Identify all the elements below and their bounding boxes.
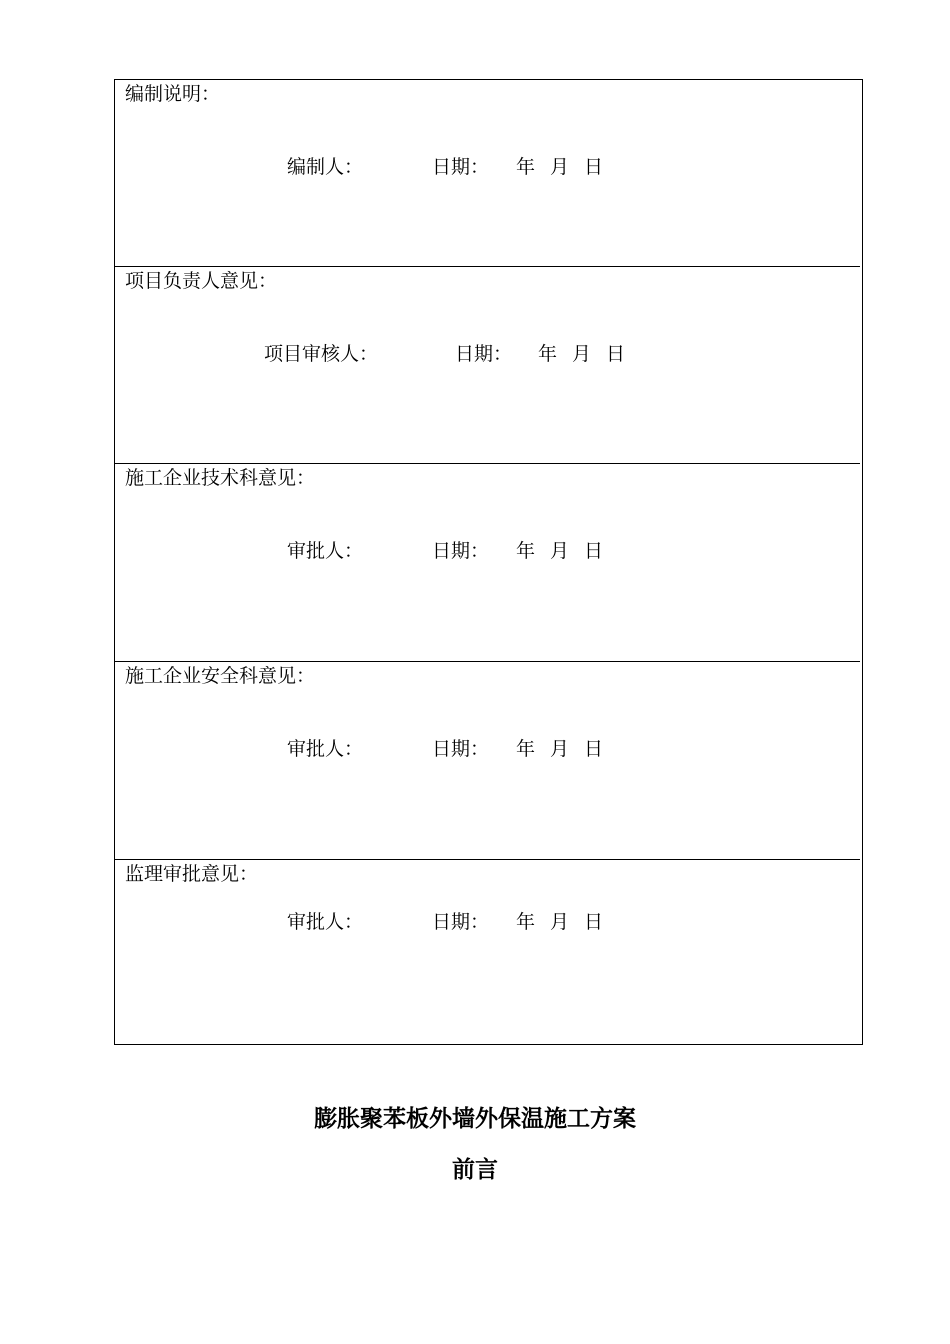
- date-label: 日期：: [432, 156, 490, 178]
- signer-label: 审批人：: [287, 738, 364, 760]
- day-label: 日: [584, 156, 604, 178]
- month-label: 月: [550, 911, 570, 933]
- year-label: 年: [516, 911, 536, 933]
- section-heading: 施工企业安全科意见：: [125, 665, 316, 687]
- approval-form-table: [114, 79, 863, 1045]
- year-label: 年: [516, 540, 536, 562]
- month-label: 月: [550, 738, 570, 760]
- date-label: 日期：: [432, 911, 490, 933]
- section-heading: 监理审批意见：: [125, 863, 259, 885]
- section-heading: 编制说明：: [125, 83, 221, 105]
- signer-label: 编制人：: [287, 156, 364, 178]
- section-compilation: [115, 80, 860, 266]
- section-technical-dept: [115, 463, 860, 662]
- date-label: 日期：: [432, 540, 490, 562]
- month-label: 月: [550, 156, 570, 178]
- date-label: 日期：: [455, 343, 513, 365]
- month-label: 月: [572, 343, 592, 365]
- signer-label: 项目审核人：: [264, 343, 379, 365]
- section-project-manager: [115, 266, 860, 464]
- year-label: 年: [516, 738, 536, 760]
- signer-label: 审批人：: [287, 911, 364, 933]
- section-heading: 项目负责人意见：: [125, 270, 278, 292]
- day-label: 日: [584, 540, 604, 562]
- year-label: 年: [538, 343, 558, 365]
- document-title: 膨胀聚苯板外墙外保温施工方案: [314, 1105, 636, 1132]
- month-label: 月: [550, 540, 570, 562]
- day-label: 日: [584, 738, 604, 760]
- day-label: 日: [606, 343, 626, 365]
- section-supervision: [115, 859, 860, 1045]
- section-safety-dept: [115, 661, 860, 860]
- day-label: 日: [584, 911, 604, 933]
- section-heading: 施工企业技术科意见：: [125, 467, 316, 489]
- year-label: 年: [516, 156, 536, 178]
- signer-label: 审批人：: [287, 540, 364, 562]
- date-label: 日期：: [432, 738, 490, 760]
- document-subtitle: 前言: [452, 1156, 498, 1183]
